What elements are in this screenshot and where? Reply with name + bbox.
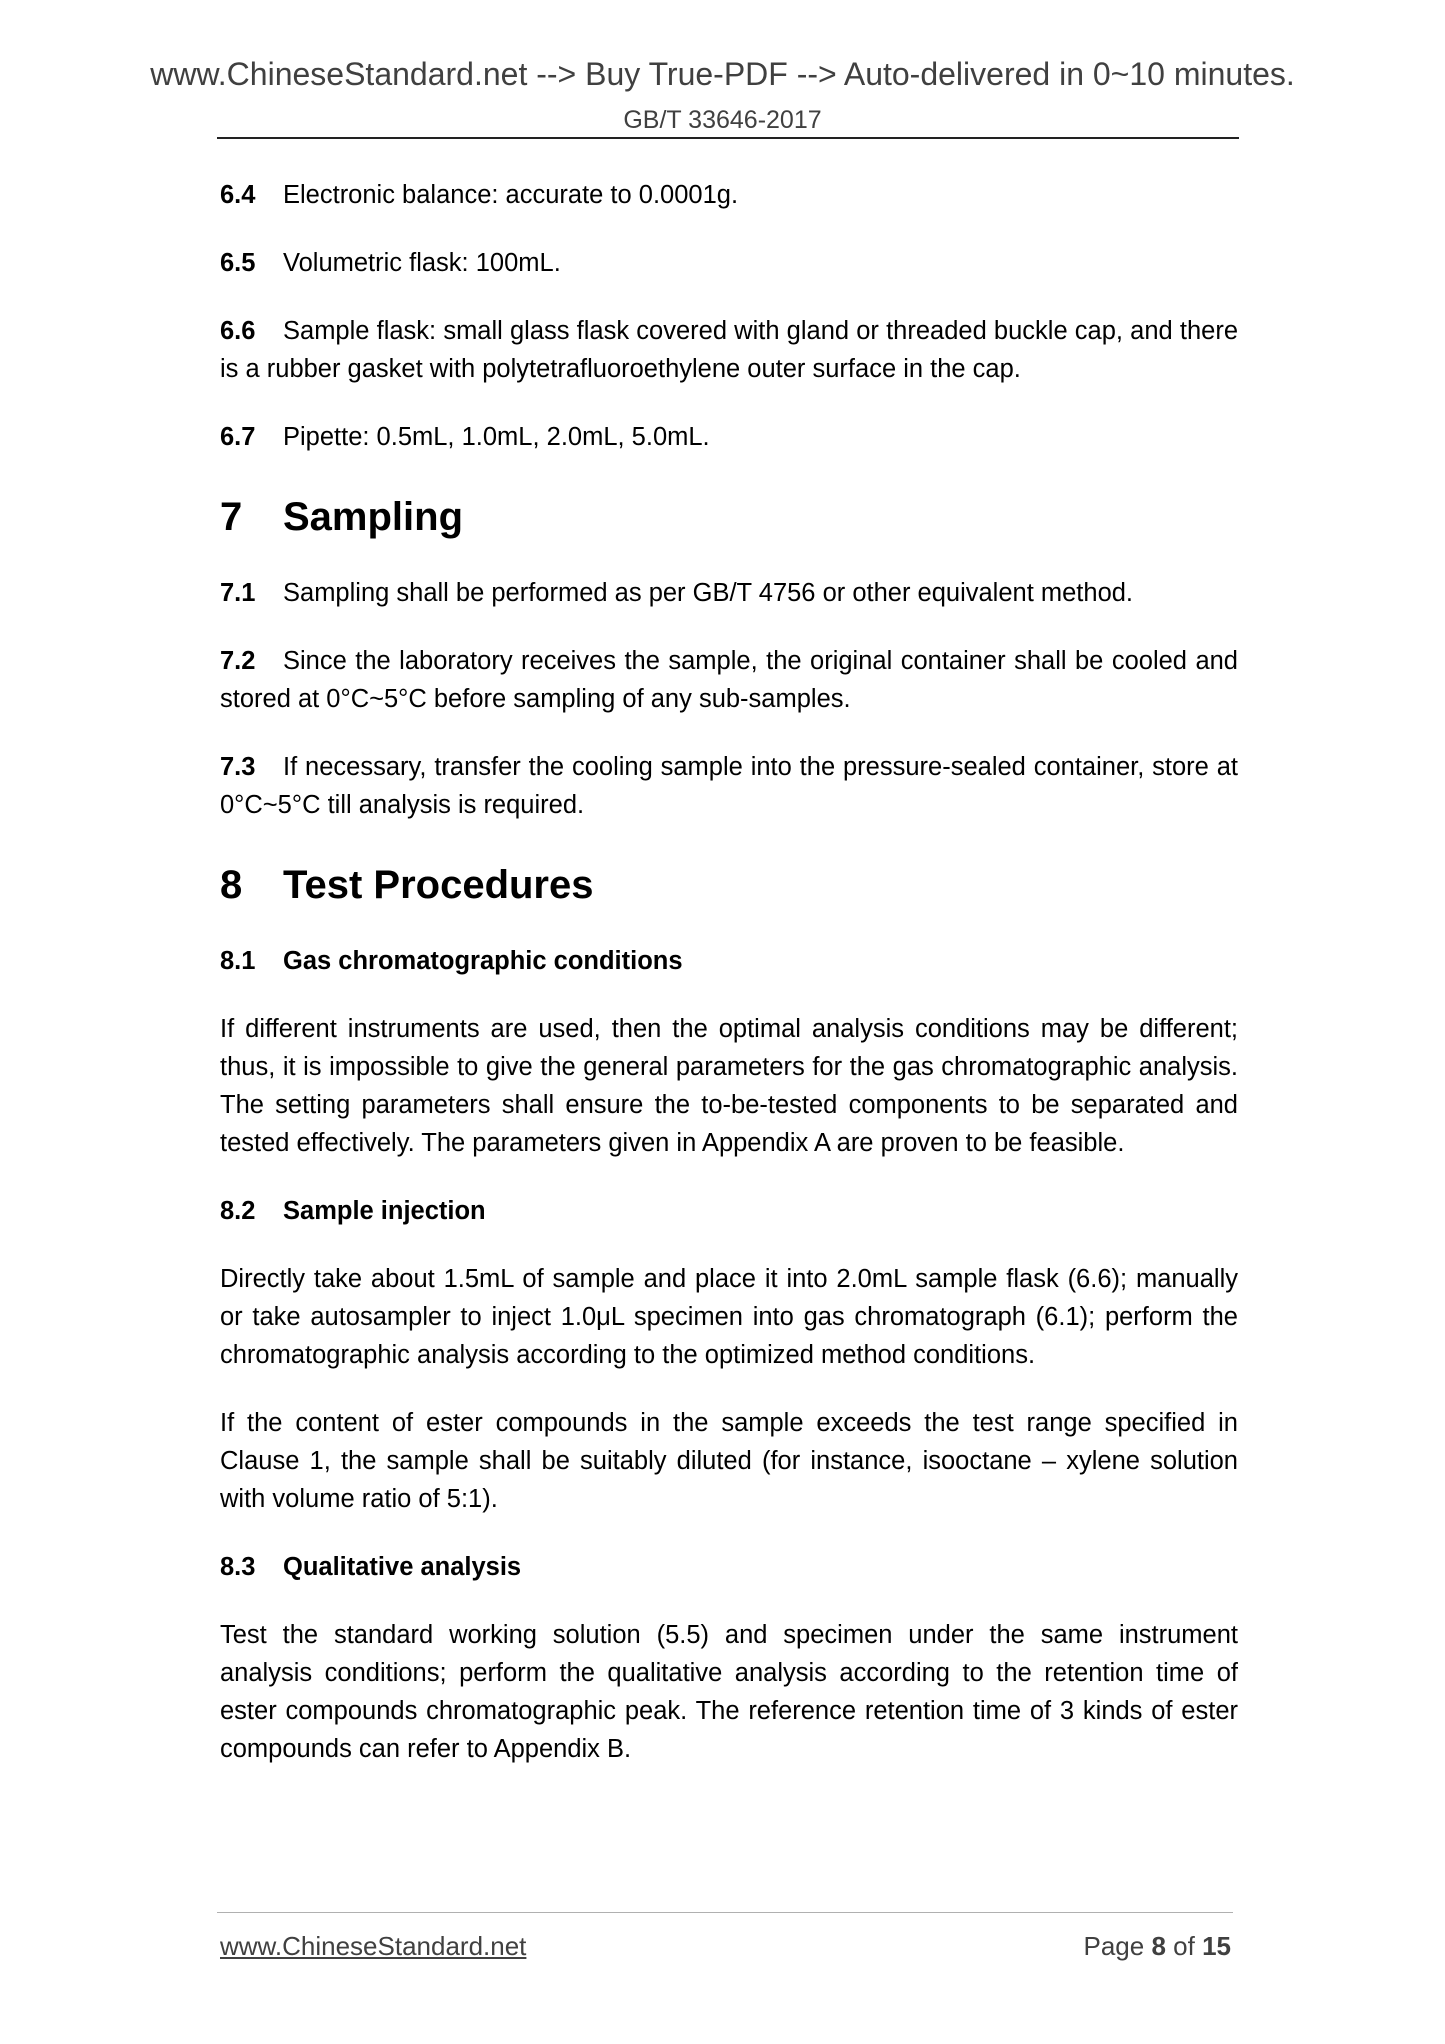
- clause-text: Since the laboratory receives the sample, the original container shall be cooled and stored at 0°C~5°C before sampling of any sub-samples.: [220, 647, 1238, 713]
- header-banner[interactable]: www.ChineseStandard.net --> Buy True-PDF --> Auto-delivered in 0~10 minutes.: [150, 56, 1295, 92]
- section-8-heading: [220, 860, 1238, 910]
- page-of: of: [1173, 1931, 1195, 1961]
- clause-text: Sample flask: small glass flask covered with gland or threaded buckle cap, and there is a rubber gasket with polytetrafluoroethylene outer surface in the cap.: [220, 317, 1238, 383]
- clause-text: Volumetric flask: 100mL.: [283, 249, 561, 277]
- clause-text: If necessary, transfer the cooling sample into the pressure-sealed container, store at 0°C~5°C till analysis is required.: [220, 753, 1238, 819]
- subsection-title: Gas chromatographic conditions: [283, 947, 683, 975]
- clause-number: 7.2: [220, 647, 256, 675]
- clause-number: 6.6: [220, 317, 256, 345]
- clause-7-1: [220, 574, 1238, 612]
- section-7-heading: [220, 492, 1238, 542]
- subsection-number: 8.2: [220, 1197, 256, 1225]
- footer-site-link[interactable]: www.ChineseStandard.net: [220, 1931, 527, 1961]
- subsection-8-3-heading: [220, 1548, 1238, 1586]
- page-label: Page: [1083, 1931, 1145, 1961]
- page-content: [220, 176, 1238, 1798]
- subsection-title: Sample injection: [283, 1197, 486, 1225]
- section-number: 8: [220, 863, 243, 907]
- footer-divider: [217, 1912, 1233, 1913]
- section-title: Sampling: [283, 495, 464, 539]
- total-pages: 15: [1202, 1931, 1231, 1961]
- clause-6-4: [220, 176, 1238, 214]
- current-page: 8: [1151, 1931, 1166, 1961]
- clause-number: 6.5: [220, 249, 256, 277]
- clause-text: Sampling shall be performed as per GB/T 4756 or other equivalent method.: [283, 579, 1134, 607]
- subsection-number: 8.1: [220, 947, 256, 975]
- subsection-8-2-heading: [220, 1192, 1238, 1230]
- clause-6-7: [220, 418, 1238, 456]
- section-number: 7: [220, 495, 243, 539]
- clause-6-6: [220, 312, 1238, 388]
- clause-number: 7.3: [220, 753, 256, 781]
- subsection-number: 8.3: [220, 1553, 256, 1581]
- subsection-8-1-heading: [220, 942, 1238, 980]
- section-title: Test Procedures: [283, 863, 594, 907]
- page-indicator: [1083, 1931, 1231, 1962]
- clause-number: 6.7: [220, 423, 256, 451]
- clause-text: Electronic balance: accurate to 0.0001g.: [283, 181, 739, 209]
- clause-6-5: [220, 244, 1238, 282]
- paragraph: If the content of ester compounds in the sample exceeds the test range specified in Clause 1, the sample shall be suitably diluted (for instance, isooctane – xylene solution with volume ratio of 5:1).: [220, 1409, 1238, 1513]
- clause-7-3: [220, 748, 1238, 824]
- clause-number: 7.1: [220, 579, 256, 607]
- paragraph: If different instruments are used, then the optimal analysis conditions may be different; thus, it is impossible to give the general parameters for the gas chromatographic analysis. The setting parameters shall ensure the to-be-tested components to be separated and tested effectively. The parameters given in Appendix A are proven to be feasible.: [220, 1015, 1238, 1157]
- clause-number: 6.4: [220, 181, 256, 209]
- clause-text: Pipette: 0.5mL, 1.0mL, 2.0mL, 5.0mL.: [283, 423, 710, 451]
- paragraph: Test the standard working solution (5.5) and specimen under the same instrument analysis conditions; perform the qualitative analysis according to the retention time of ester compounds chromatographic peak. The reference retention time of 3 kinds of ester compounds can refer to Appendix B.: [220, 1621, 1238, 1763]
- header-divider: [217, 137, 1239, 139]
- subsection-title: Qualitative analysis: [283, 1553, 522, 1581]
- document-code: GB/T 33646-2017: [623, 106, 822, 134]
- clause-7-2: [220, 642, 1238, 718]
- paragraph: Directly take about 1.5mL of sample and place it into 2.0mL sample flask (6.6); manually or take autosampler to inject 1.0μL specimen into gas chromatograph (6.1); perform the chromatographic analysis according to the optimized method conditions.: [220, 1265, 1238, 1369]
